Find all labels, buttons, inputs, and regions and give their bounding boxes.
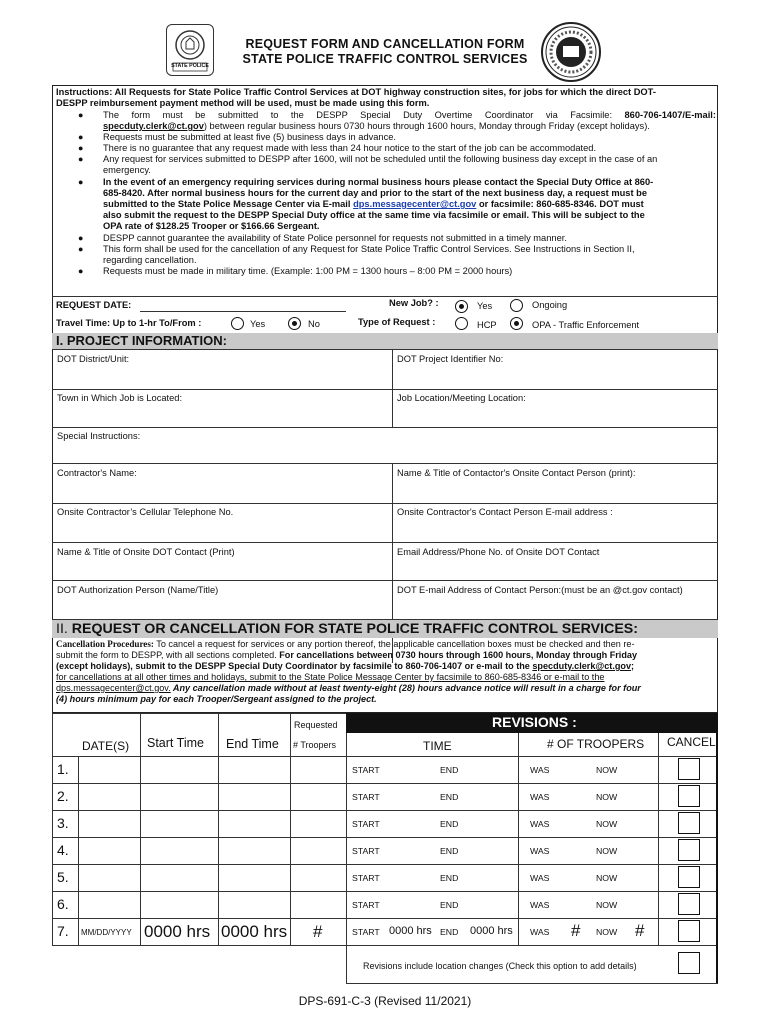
rev-end-label: END (440, 900, 459, 910)
num-troopers-header: # OF TROOPERS (547, 737, 645, 751)
cancel-checkbox[interactable] (678, 920, 700, 942)
location-change-checkbox[interactable] (678, 952, 700, 974)
instruction-1: The form must be submitted to the DESPP Special Duty Overtime Coordinator via Facsimile: 860-706-1407/E-mail: (103, 110, 716, 120)
contractor-phone-field[interactable]: Onsite Contractor’s Cellular Telephone No. (57, 507, 234, 517)
rev-was-label: WAS (530, 873, 550, 883)
instruction-7: This form shall be used for the cancellation of any Request for State Police Traffic Control Services. See Instructions in Section II, (103, 244, 635, 254)
rev-start-label: START (352, 900, 380, 910)
bullet: ● (78, 154, 84, 164)
request-date-label: REQUEST DATE: (56, 300, 132, 310)
instruction-8: Requests must be made in military time. (Example: 1:00 PM = 1300 hours – 8:00 PM = 2000 hours) (103, 266, 513, 276)
contractor-contact-field[interactable]: Name & Title of Contactor's Onsite Contact Person (print): (397, 468, 636, 478)
date-input[interactable]: MM/DD/YYYY (81, 928, 132, 937)
time-header: TIME (423, 739, 452, 753)
new-job-ongoing-label: Ongoing (532, 300, 568, 310)
rev-end-label: END (440, 819, 459, 829)
rev-start-label: START (352, 873, 380, 883)
form-id: DPS-691-C-3 (Revised 11/2021) (298, 994, 472, 1008)
section2-heading: II. REQUEST OR CANCELLATION FOR STATE POLICE TRAFFIC CONTROL SERVICES: (56, 621, 638, 637)
town-field[interactable]: Town in Which Job is Located: (57, 393, 183, 403)
instruction-1b: specduty.clerk@ct.gov) between regular business hours 0730 hours through 1600 hours, Monday through Friday (except holidays). (103, 121, 650, 131)
rev-end-label: END (440, 873, 459, 883)
cancellation-line5: dps.messagecenter@ct.gov. Any cancellation made without at least twenty-eight (28) hours advance notice will result in a charge for four (56, 683, 641, 693)
rev-was-label: WAS (530, 846, 550, 856)
cancel-checkbox[interactable] (678, 866, 700, 888)
rev-was-label: WAS (530, 819, 550, 829)
travel-no-label: No (308, 319, 320, 329)
travel-time-label: Travel Time: Up to 1-hr To/From : (56, 318, 202, 328)
revisions-note: Revisions include location changes (Check this option to add details) (363, 961, 637, 971)
cancellation-line2: submit the form to DESPP, with all sections completed. For cancellations between 0730 hours through 1600 hours, Monday through Friday (56, 650, 638, 660)
rev-now-label: NOW (596, 927, 618, 937)
instruction-3: There is no guarantee that any request made with less than 24 hour notice to the start of the job can be accommodated. (103, 143, 597, 153)
row-number: 6. (57, 896, 69, 912)
type-hcp-label: HCP (477, 320, 497, 330)
rev-start-input[interactable]: 0000 hrs (389, 925, 432, 937)
row-number: 2. (57, 788, 69, 804)
instruction-5-line4: also submit the request to the DESPP Special Duty office at the same time via facsimile or email. This will be subject to the (103, 210, 645, 220)
rev-now-input[interactable]: # (635, 921, 645, 940)
rev-now-label: NOW (596, 819, 618, 829)
cancel-checkbox[interactable] (678, 758, 700, 780)
rev-now-label: NOW (596, 873, 618, 883)
row-number: 5. (57, 869, 69, 885)
rev-start-label: START (352, 927, 380, 937)
rev-start-label: START (352, 846, 380, 856)
rev-now-label: NOW (596, 765, 618, 775)
new-job-yes-label: Yes (477, 301, 493, 311)
specduty-email-link[interactable]: specduty.clerk@ct.gov (103, 121, 204, 131)
cancellation-line4: for cancellations at all other times and holidays, submit to the State Police Message Center by facsimile to 860-685-8346 or e-mail to the (56, 672, 605, 682)
instruction-7b: regarding cancellation. (103, 255, 197, 265)
dot-contact-email-field[interactable]: Email Address/Phone No. of Onsite DOT Contact (397, 547, 600, 557)
instructions-intro-2: DESPP reimbursement payment method will be used, must be made using this form. (56, 98, 430, 108)
cancellation-line6: (4) hours minimum pay for each Trooper/Sergeant assigned to the project. (56, 694, 377, 704)
message-center-email-link[interactable]: dps.messagecenter@ct.gov (353, 199, 477, 209)
dates-header: DATE(S) (82, 739, 130, 753)
new-job-ongoing-radio[interactable] (510, 299, 523, 312)
dot-auth-email-field[interactable]: DOT E-mail Address of Contact Person:(must be an @ct.gov contact) (397, 585, 683, 595)
rev-was-input[interactable]: # (571, 921, 581, 940)
rev-end-label: END (440, 846, 459, 856)
contractor-name-field[interactable]: Contractor's Name: (57, 468, 137, 478)
new-job-label: New Job? : (389, 298, 439, 308)
bullet: ● (78, 266, 84, 276)
rev-was-label: WAS (530, 765, 550, 775)
rev-now-label: NOW (596, 846, 618, 856)
instruction-5-line3: submitted to the State Police Message Center via E-mail dps.messagecenter@ct.gov or facsimile: 860-685-8346. DOT must (103, 199, 644, 209)
rev-end-label: END (440, 765, 459, 775)
revisions-heading: REVISIONS : (492, 714, 577, 730)
rev-start-label: START (352, 819, 380, 829)
contractor-email-field[interactable]: Onsite Contractor's Contact Person E-mail address : (397, 507, 613, 517)
instruction-4b: emergency. (103, 165, 151, 175)
row-number: 3. (57, 815, 69, 831)
troopers-header: # Troopers (293, 740, 337, 750)
cancel-header: CANCEL (667, 735, 716, 749)
new-job-yes-radio[interactable] (455, 300, 468, 313)
type-of-request-label: Type of Request : (358, 317, 436, 327)
cancel-checkbox[interactable] (678, 785, 700, 807)
row-number: 4. (57, 842, 69, 858)
instructions-intro: Instructions: All Requests for State Police Traffic Control Services at DOT highway construction sites, for jobs for which the direct DOT- (56, 87, 656, 97)
bullet: ● (78, 177, 84, 187)
request-date-input[interactable] (140, 311, 346, 312)
instruction-4: Any request for services submitted to DESPP after 1600, will not be scheduled until the following business day except in the case of an (103, 154, 658, 164)
section1-heading: I. PROJECT INFORMATION: (56, 333, 227, 348)
travel-no-radio[interactable] (288, 317, 301, 330)
form-title: REQUEST FORM AND CANCELLATION FORM (245, 37, 525, 51)
specduty-email-link-2[interactable]: specduty.clerk@ct.gov (532, 661, 632, 671)
type-opa-label: OPA - Traffic Enforcement (532, 320, 640, 330)
dot-contact-name-field[interactable]: Name & Title of Onsite DOT Contact (Print) (57, 547, 235, 557)
cancel-checkbox[interactable] (678, 812, 700, 834)
start-time-input[interactable]: 0000 hrs (144, 922, 211, 941)
job-location-field[interactable]: Job Location/Meeting Location: (397, 393, 526, 403)
bullet: ● (78, 132, 84, 142)
travel-yes-radio[interactable] (231, 317, 244, 330)
type-hcp-radio[interactable] (455, 317, 468, 330)
bullet: ● (78, 244, 84, 254)
cancel-checkbox[interactable] (678, 893, 700, 915)
cancellation-line3: (except holidays), submit to the DESPP Special Duty Coordinator by facsimile to 860-706-1407 or e-mail to the specduty.clerk@ct.gov; (56, 661, 635, 671)
special-instructions-field[interactable]: Special Instructions: (57, 431, 141, 441)
rev-was-label: WAS (530, 927, 550, 937)
message-center-email-link-2[interactable]: dps.messagecenter@ct.gov. (56, 683, 171, 693)
requested-header: Requested (294, 720, 338, 730)
rev-now-label: NOW (596, 792, 618, 802)
instruction-5-line1: In the event of an emergency requiring services during normal business hours please contact the Special Duty Office at 860- (103, 177, 654, 187)
bullet: ● (78, 233, 84, 243)
travel-yes-label: Yes (250, 319, 266, 329)
dot-project-id-field[interactable]: DOT Project Identifier No: (397, 354, 504, 364)
bullet: ● (78, 110, 84, 120)
rev-start-label: START (352, 792, 380, 802)
form-subtitle: STATE POLICE TRAFFIC CONTROL SERVICES (242, 52, 528, 66)
instruction-5-line5: OPA rate of $128.25 Trooper or $166.66 Sergeant. (103, 221, 320, 231)
bullet: ● (78, 143, 84, 153)
row-number: 1. (57, 761, 69, 777)
rev-was-label: WAS (530, 900, 550, 910)
rev-end-label: END (440, 792, 459, 802)
state-police-seal-text: STATE POLICE (171, 63, 209, 69)
cancellation-line1: Cancellation Procedures: To cancel a request for services or any portion thereof, the applicable cancellation boxes must be checked and then re- (56, 639, 635, 649)
rev-end-label: END (440, 927, 459, 937)
dot-authorization-field[interactable]: DOT Authorization Person (Name/Title) (57, 585, 219, 595)
instruction-2: Requests must be submitted at least five (5) business days in advance. (103, 132, 397, 142)
rev-end-input[interactable]: 0000 hrs (470, 925, 513, 937)
instruction-5-line2: 685-8420. After normal business hours for the current day and prior to the start of the next business day, a request must be (103, 188, 647, 198)
rev-was-label: WAS (530, 792, 550, 802)
rev-start-label: START (352, 765, 380, 775)
rev-now-label: NOW (596, 900, 618, 910)
instruction-6: DESPP cannot guarantee the availability of State Police personnel for requests not submitted in a timely manner. (103, 233, 567, 243)
troopers-input[interactable]: # (313, 922, 323, 941)
start-time-header: Start Time (147, 736, 204, 750)
divider (52, 296, 718, 297)
cancel-checkbox[interactable] (678, 839, 700, 861)
dot-district-field[interactable]: DOT District/Unit: (57, 354, 130, 364)
end-time-input[interactable]: 0000 hrs (221, 922, 288, 941)
end-time-header: End Time (226, 737, 279, 751)
row-number: 7. (57, 923, 69, 939)
type-opa-radio[interactable] (510, 317, 523, 330)
